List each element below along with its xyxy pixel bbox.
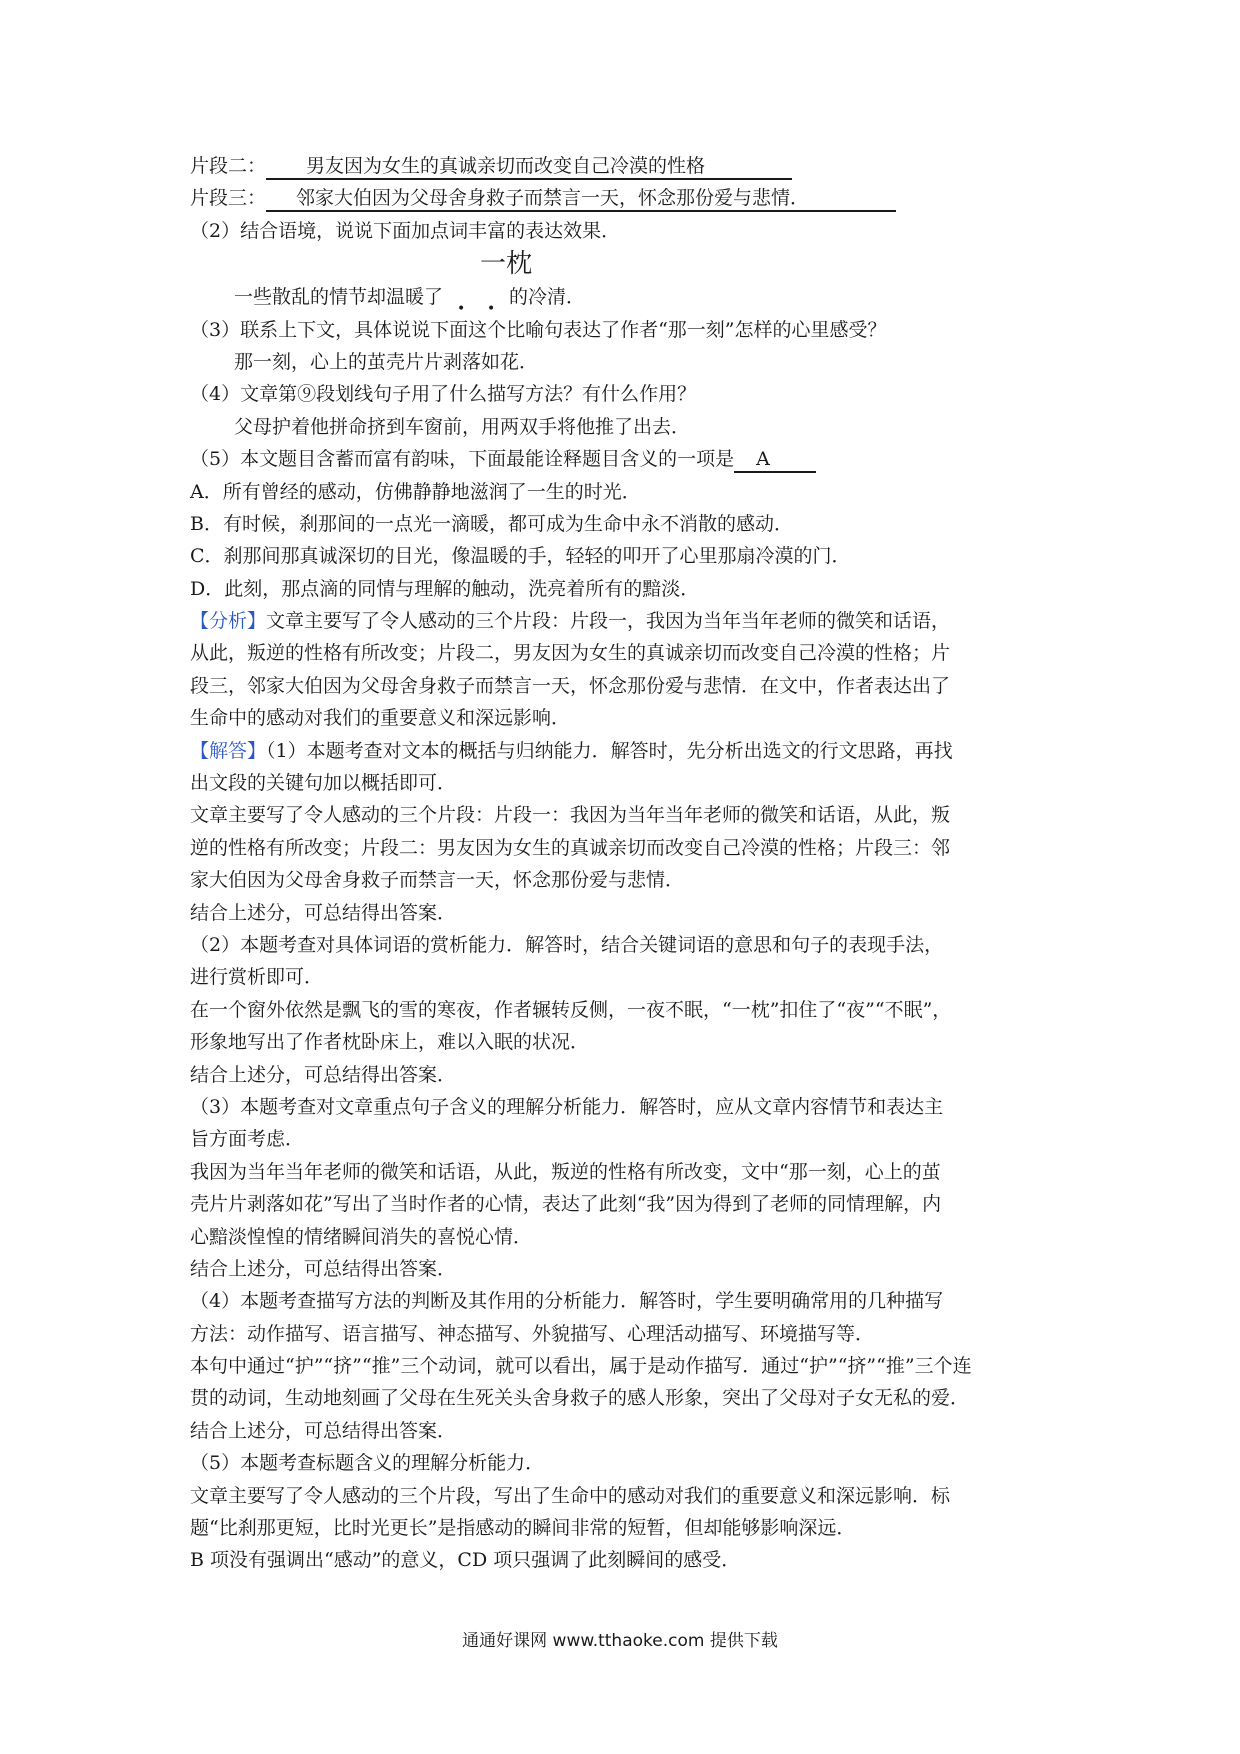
fragment-2-label: 片段二： — [190, 155, 267, 177]
answer-line: 出文段的关键句加以概括即可． — [190, 772, 457, 795]
analysis-line-1 — [190, 605, 1060, 637]
answer-line: 题“比刹那更短，比时光更长”是指感动的瞬间非常的短暂，但却能够影响深远． — [190, 1517, 856, 1540]
answer-line: 文章主要写了令人感动的三个片段，写出了生命中的感动对我们的重要意义和深远影响．标 — [190, 1484, 951, 1507]
answer-line: （5）本题考查标题含义的理解分析能力． — [190, 1452, 545, 1475]
analysis-line: 段三，邻家大伯因为父母舍身救子而禁言一天，怀念那份爱与悲情．在文中，作者表达出了 — [190, 674, 951, 697]
answer-line: 结合上述分，可总结得出答案． — [190, 1257, 457, 1280]
answer-line: B 项没有强调出“感动”的意义，CD 项只强调了此刻瞬间的感受． — [190, 1549, 741, 1572]
answer-line: 我因为当年当年老师的微笑和话语，从此，叛逆的性格有所改变，文中“那一刻，心上的茧 — [190, 1160, 941, 1183]
question-4-prompt: （4）文章第⑨段划线句子用了什么描写方法？有什么作用？ — [190, 383, 697, 406]
question-2-sentence — [190, 281, 1060, 313]
fragment-3-answer: 邻家大伯因为父母舍身救子而禁言一天，怀念那份爱与悲情． — [266, 186, 896, 212]
answer-line: 结合上述分，可总结得出答案． — [190, 1063, 457, 1086]
option-a: A．所有曾经的感动，仿佛静静地滋润了一生的时光． — [190, 480, 641, 503]
answer-line: 在一个窗外依然是飘飞的雪的寒夜，作者辗转反侧，一夜不眠，“一枕”扣住了“夜”“不眠”， — [190, 998, 952, 1021]
answer-line: 文章主要写了令人感动的三个片段：片段一：我因为当年当年老师的微笑和话语，从此，叛 — [190, 804, 951, 827]
question-3-prompt: （3）联系上下文，具体说说下面这个比喻句表达了作者“那一刻”怎样的心里感受？ — [190, 318, 887, 341]
answer-line: 逆的性格有所改变；片段二：男友因为女生的真诚亲切而改变自己冷漠的性格；片段三：邻 — [190, 836, 951, 859]
fragment-2-answer: 男友因为女生的真诚亲切而改变自己冷漠的性格 — [266, 154, 792, 180]
answer-line: 心黯淡惶惶的情绪瞬间消失的喜悦心情． — [190, 1225, 533, 1248]
answer-line: 壳片片剥落如花”写出了当时作者的心情，表达了此刻“我”因为得到了老师的同情理解，内 — [190, 1193, 942, 1216]
answer-line: （2）本题考查对具体词语的赏析能力．解答时，结合关键词语的意思和句子的表现手法， — [190, 933, 944, 956]
option-b: B．有时候，刹那间的一点光一滴暖，都可成为生命中永不消散的感动． — [190, 512, 793, 535]
analysis-line: 生命中的感动对我们的重要意义和深远影响． — [190, 707, 571, 730]
answer-line: 本句中通过“护”“挤”“推”三个动词，就可以看出，属于是动作描写．通过“护”“挤”“推”三个连 — [190, 1355, 972, 1378]
question-5-answer: A — [734, 447, 816, 473]
analysis-line: 从此，叛逆的性格有所改变；片段二，男友因为女生的真诚亲切而改变自己冷漠的性格；片 — [190, 642, 951, 665]
answer-text: （1）本题考查对文本的概括与归纳能力．解答时，先分析出选文的行文思路，再找 — [266, 739, 953, 762]
answer-line: 旨方面考虑． — [190, 1128, 305, 1151]
sentence-post: 的冷清． — [509, 286, 586, 309]
answer-line: （3）本题考查对文章重点句子含义的理解分析能力．解答时，应从文章内容情节和表达主 — [190, 1095, 944, 1118]
answer-line: 进行赏析即可． — [190, 966, 324, 989]
question-3-sentence: 那一刻，心上的茧壳片片剥落如花． — [234, 350, 539, 373]
option-d: D．此刻，那点滴的同情与理解的触动，洗亮着所有的黯淡． — [190, 577, 700, 600]
fragment-3-label: 片段三： — [190, 187, 267, 210]
page-footer: 通通好课网 www.tthaoke.com 提供下载 — [462, 1631, 778, 1651]
sentence-pre: 一些散乱的情节却温暖了 — [234, 286, 444, 309]
answer-line: 形象地写出了作者枕卧床上，难以入眠的状况． — [190, 1031, 590, 1054]
answer-line: 结合上述分，可总结得出答案． — [190, 901, 457, 924]
answer-tag: 【解答】 — [190, 739, 267, 762]
fragment-3-line — [190, 182, 1060, 214]
analysis-tag: 【分析】 — [190, 610, 267, 633]
answer-line-1 — [190, 735, 1060, 767]
answer-line: 结合上述分，可总结得出答案． — [190, 1419, 457, 1442]
question-5-text: （5）本文题目含蓄而富有韵味，下面最能诠释题目含义的一项是 — [190, 448, 735, 471]
answer-line: 方法：动作描写、语言描写、神态描写、外貌描写、心理活动描写、环境描写等． — [190, 1322, 875, 1345]
answer-line: 贯的动词，生动地刻画了父母在生死关头舍身救子的感人形象，突出了父母对子女无私的爱． — [190, 1387, 970, 1410]
emphasized-word: 一枕 — [480, 249, 533, 280]
fragment-2-line — [190, 150, 1060, 182]
analysis-text: 文章主要写了令人感动的三个片段：片段一，我因为当年当年老师的微笑和话语， — [266, 610, 951, 633]
question-5-prompt — [190, 443, 1060, 475]
answer-line: （4）本题考查描写方法的判断及其作用的分析能力．解答时，学生要明确常用的几种描写 — [190, 1290, 944, 1313]
document-body — [190, 150, 1060, 1577]
answer-line: 家大伯因为父母舍身救子而禁言一天，怀念那份爱与悲情． — [190, 869, 685, 892]
question-4-sentence: 父母护着他拼命挤到车窗前，用两双手将他推了出去． — [234, 415, 691, 438]
option-c: C．刹那间那真诚深切的目光，像温暖的手，轻轻的叩开了心里那扇冷漠的门． — [190, 545, 851, 568]
question-2-prompt: （2）结合语境，说说下面加点词丰富的表达效果． — [190, 219, 621, 242]
